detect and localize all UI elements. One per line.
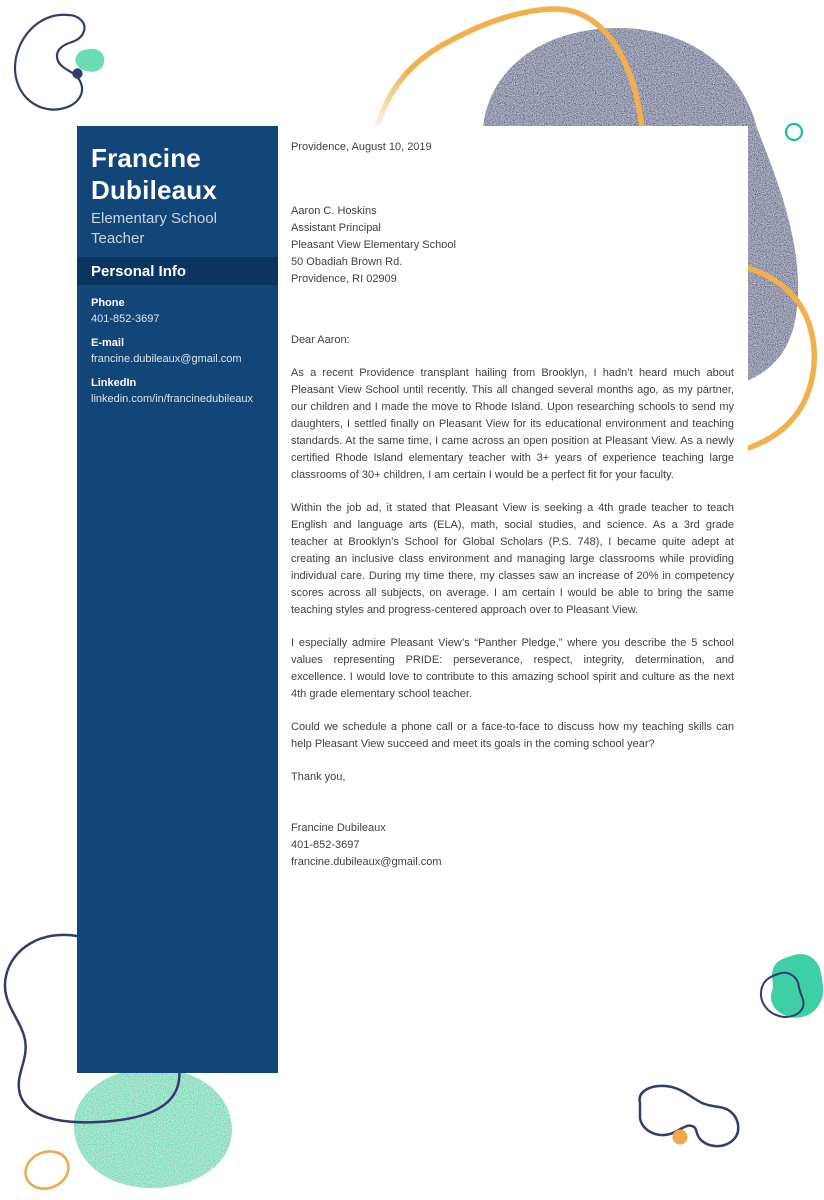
email-value: francine.dubileaux@gmail.com — [91, 353, 242, 365]
salutation: Dear Aaron: — [291, 334, 350, 346]
phone-label: Phone — [91, 297, 125, 309]
personal-info-header — [77, 257, 278, 285]
date-line: Providence, August 10, 2019 — [291, 141, 432, 153]
email-label: E-mail — [91, 337, 125, 349]
person-title: Elementary School Teacher — [91, 210, 217, 247]
signature-block — [291, 820, 734, 871]
recipient-role: Assistant Principal — [291, 222, 381, 234]
paragraph-1: As a recent Providence transplant hailing from Brooklyn, I hadn’t heard much about Pleasant View School until recently. This all changed several months ago, as my partner, our children and I made the move to Rhode Island. Upon researching schools to send my daughters, I settled finally on Pleasant View for its educational environment and teaching standards. At the same time, I came across an open position at Pleasant View. As a newly certified Rhode Island elementary teacher with 3+ years of experience teaching large classrooms of 30+ children, I am certain I would be a perfect fit for your faculty. — [291, 367, 734, 481]
sidebar — [77, 126, 278, 1073]
deco-navy-dot — [72, 68, 82, 78]
recipient-organization: Pleasant View Elementary School — [291, 239, 456, 251]
deco-teal-blob-bottom-left — [74, 1068, 232, 1188]
contact-item-email — [91, 335, 264, 367]
contact-item-linkedin — [91, 375, 264, 407]
personal-info-title: Personal Info — [91, 262, 187, 280]
signature-name: Francine Dubileaux — [291, 822, 386, 834]
paragraph-3: I especially admire Pleasant View’s “Panther Pledge,” where you describe the 5 school values representing PRIDE: perseverance, respect, integrity, determination, and excellence. I would love to contribute to this amazing school spirit and culture as the next 4th grade elementary school teacher. — [291, 637, 734, 700]
signature-phone: 401-852-3697 — [291, 839, 360, 851]
deco-kidney-outline — [15, 15, 84, 110]
paragraph-4: Could we schedule a phone call or a face-to-face to discuss how my teaching skills can help Pleasant View succeed and meet its goals in the coming school year? — [291, 721, 734, 750]
deco-mint-blob — [75, 49, 104, 72]
phone-value: 401-852-3697 — [91, 313, 160, 325]
linkedin-label: LinkedIn — [91, 377, 137, 389]
contact-list — [77, 295, 278, 407]
deco-teal-blob-bottom-right — [771, 954, 823, 1018]
paragraph-2: Within the job ad, it stated that Pleasant View is seeking a 4th grade teacher to teach English and language arts (ELA), math, social studies, and science. As a 3rd grade teacher at Brooklyn’s School for Global Scholars (P.S. 748), I became quite adept at creating an inclusive class environment and managing large classrooms while providing individual care. During my time there, my classes saw an increase of 20% in competency scores across all subjects, on average. I am certain I would be able to bring the same teaching styles and progress-centered approach over to Pleasant View. — [291, 502, 734, 616]
letter-body — [278, 126, 748, 1073]
contact-item-phone — [91, 295, 264, 327]
signature-email: francine.dubileaux@gmail.com — [291, 856, 442, 868]
closing-line: Thank you, — [291, 771, 346, 783]
person-name: Francine Dubileaux — [91, 143, 218, 205]
linkedin-value: linkedin.com/in/francinedubileaux — [91, 393, 254, 405]
deco-orange-dot — [673, 1130, 688, 1145]
recipient-name: Aaron C. Hoskins — [291, 205, 377, 217]
recipient-city: Providence, RI 02909 — [291, 273, 397, 285]
letter-page — [77, 126, 748, 1073]
deco-peanut-outline — [640, 1086, 739, 1146]
recipient-block — [291, 203, 734, 288]
recipient-street: 50 Obadiah Brown Rd. — [291, 256, 403, 268]
deco-orange-oval-outline — [20, 1145, 74, 1195]
deco-teal-ring — [786, 124, 802, 140]
